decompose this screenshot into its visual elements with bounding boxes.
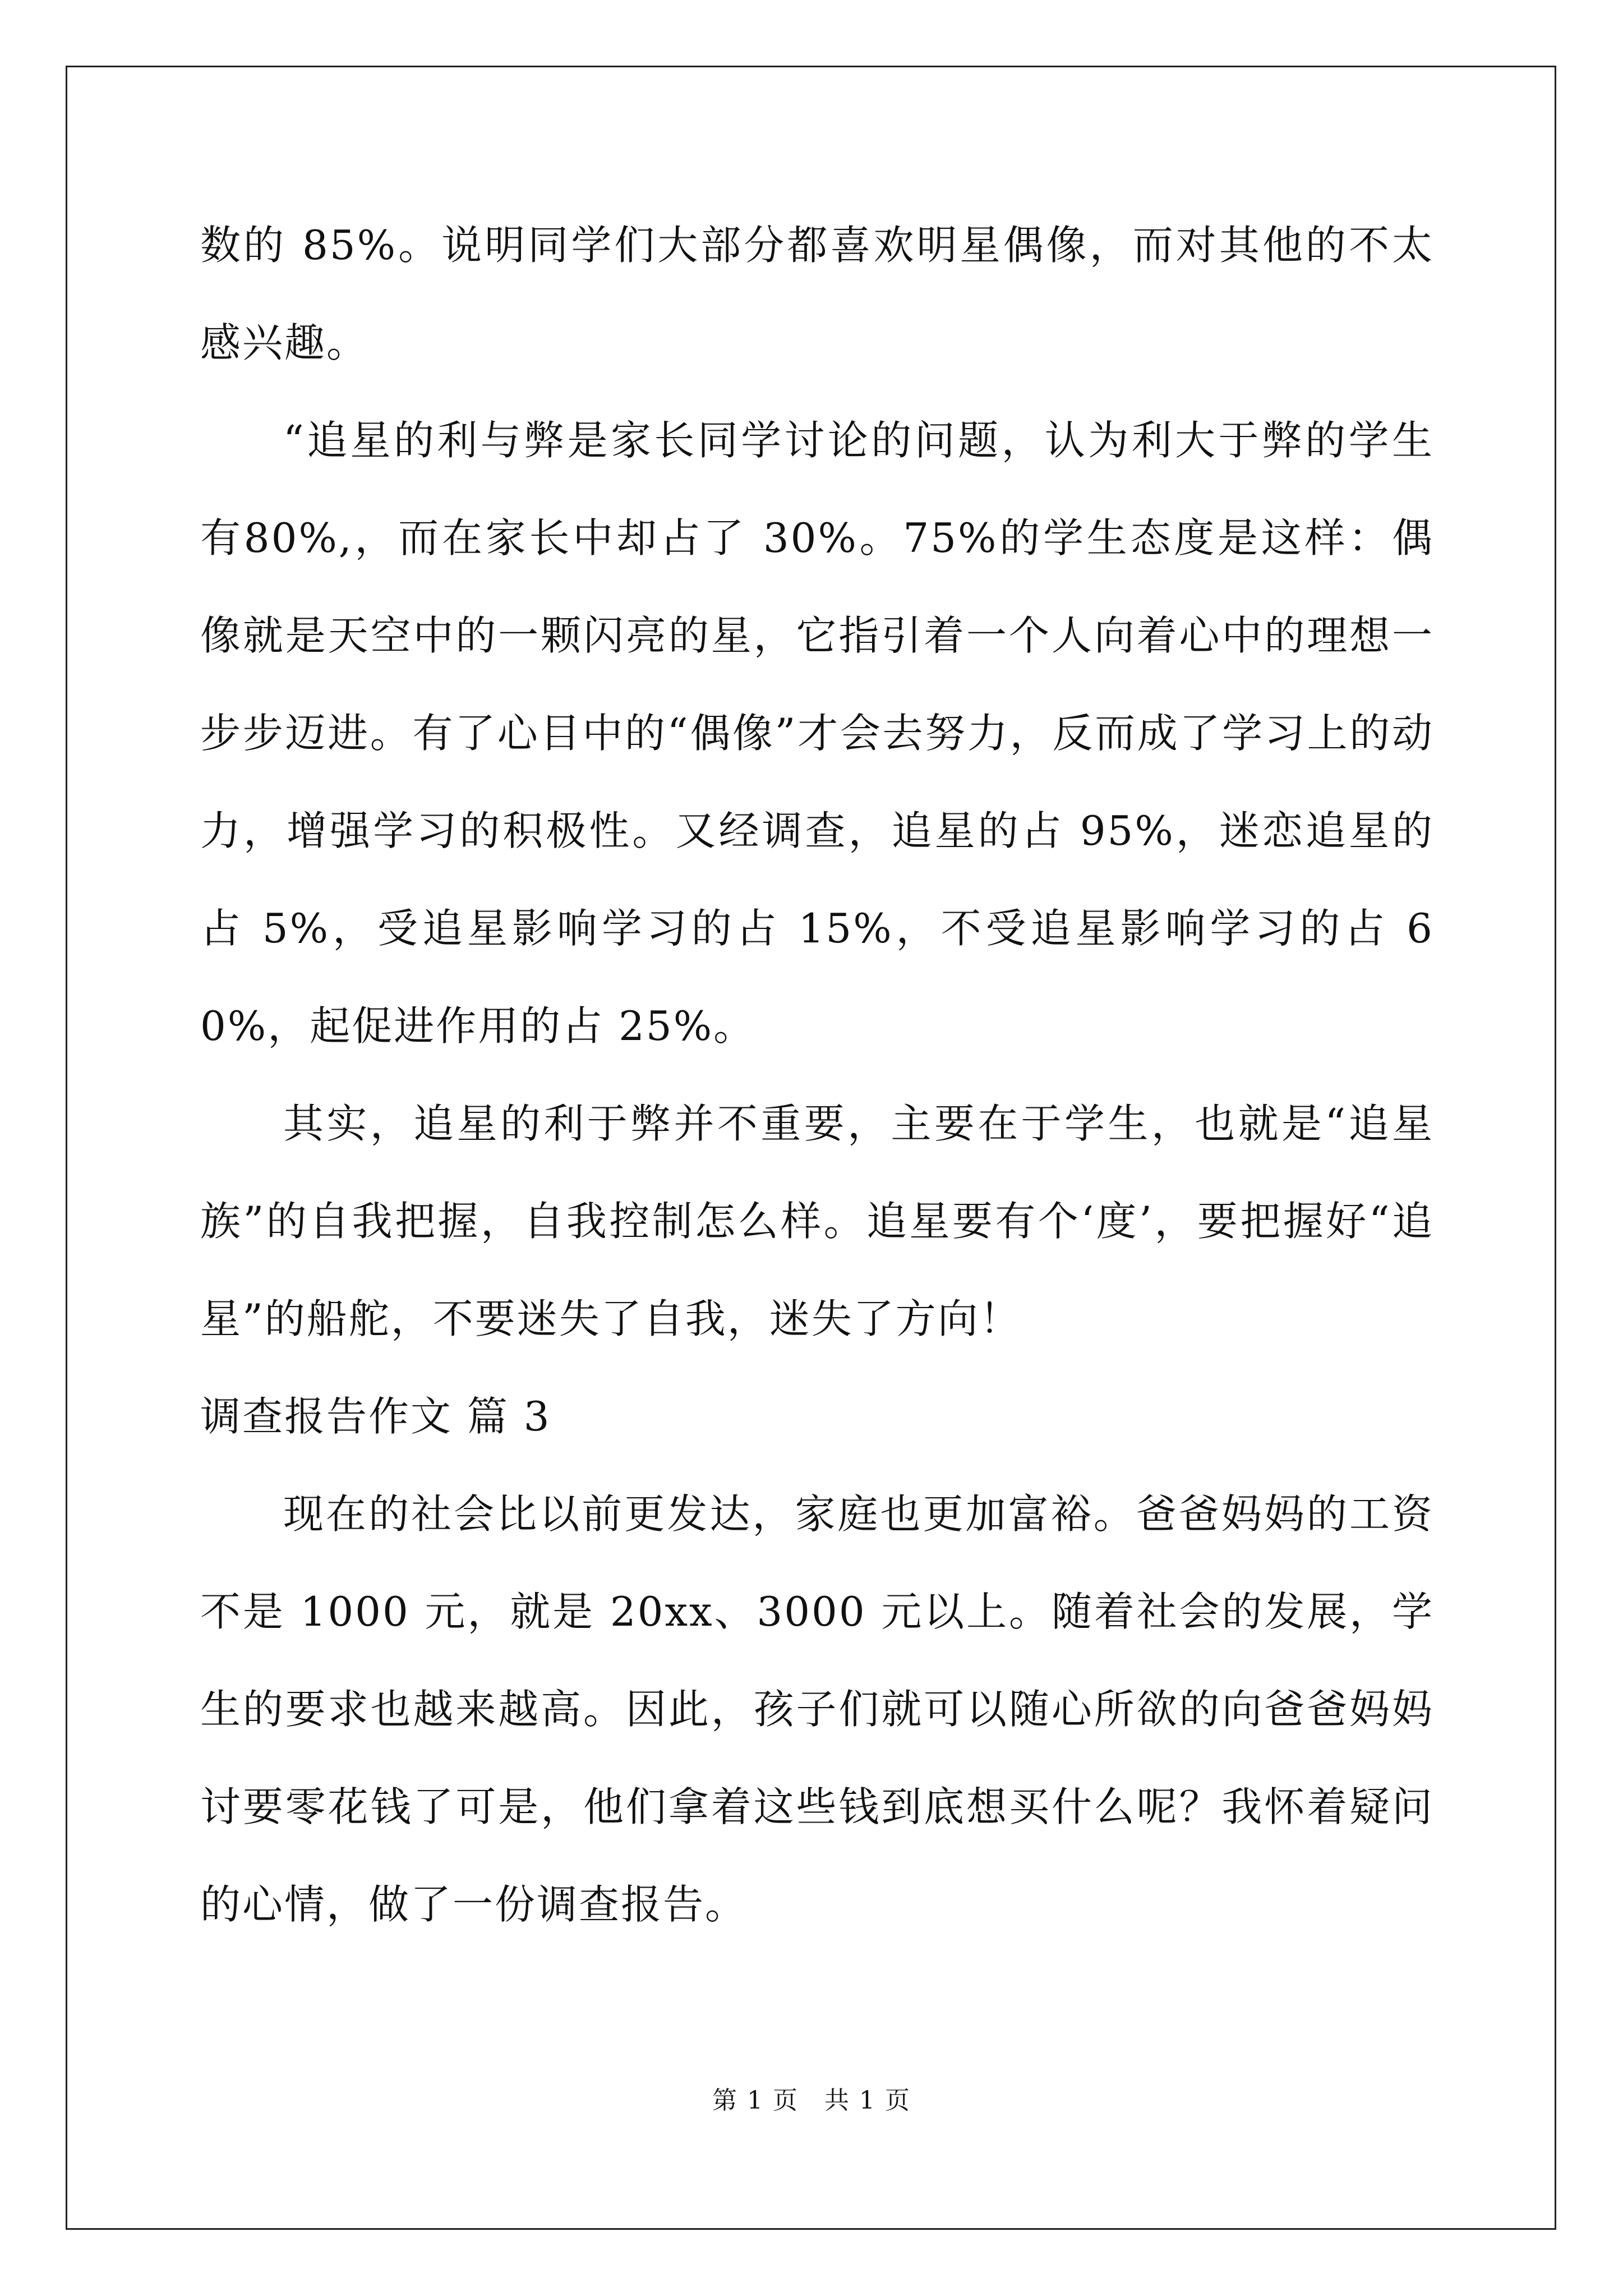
paragraph-conclusion: 其实，追星的利于弊并不重要，主要在于学生，也就是“追星族”的自我把握，自我控制怎么样。追星要有个‘度’，要把握好“追星”的船舵，不要迷失了自我，迷失了方向！ [200,1100,1434,1342]
paragraph-intro: 现在的社会比以前更发达，家庭也更加富裕。爸爸妈妈的工资不是 1000 元，就是 20xx、3000 元以上。随着社会的发展，学生的要求也越来越高。因此，孩子们就可以随心所欲的向爸爸妈妈讨要零花钱了可是，他们拿着这些钱到底想买什么呢？我怀着疑问的心情，做了一份调查报告。 [200,1490,1434,1928]
page-footer: 第 1 页 共 1 页 [712,2086,911,2115]
document-body [200,196,1434,1953]
paragraph-continuation: 数的 85%。说明同学们大部分都喜欢明星偶像，而对其他的不太感兴趣。 [200,222,1434,366]
paragraph-pros-cons: “追星的利与弊是家长同学讨论的问题，认为利大于弊的学生有80%,，而在家长中却占了 30%。75%的学生态度是这样：偶像就是天空中的一颗闪亮的星，它指引着一个人向着心中的理想一步步迈进。有了心目中的“偶像”才会去努力，反而成了学习上的动力，增强学习的积极性。又经调查，追星的占 95%，迷恋追星的占 5%，受追星影响学习的占 15%，不受追星影响学习的占 60%，起促进作用的占 25%。 [200,417,1434,1050]
section-heading: 调查报告作文 篇 3 [200,1393,551,1440]
